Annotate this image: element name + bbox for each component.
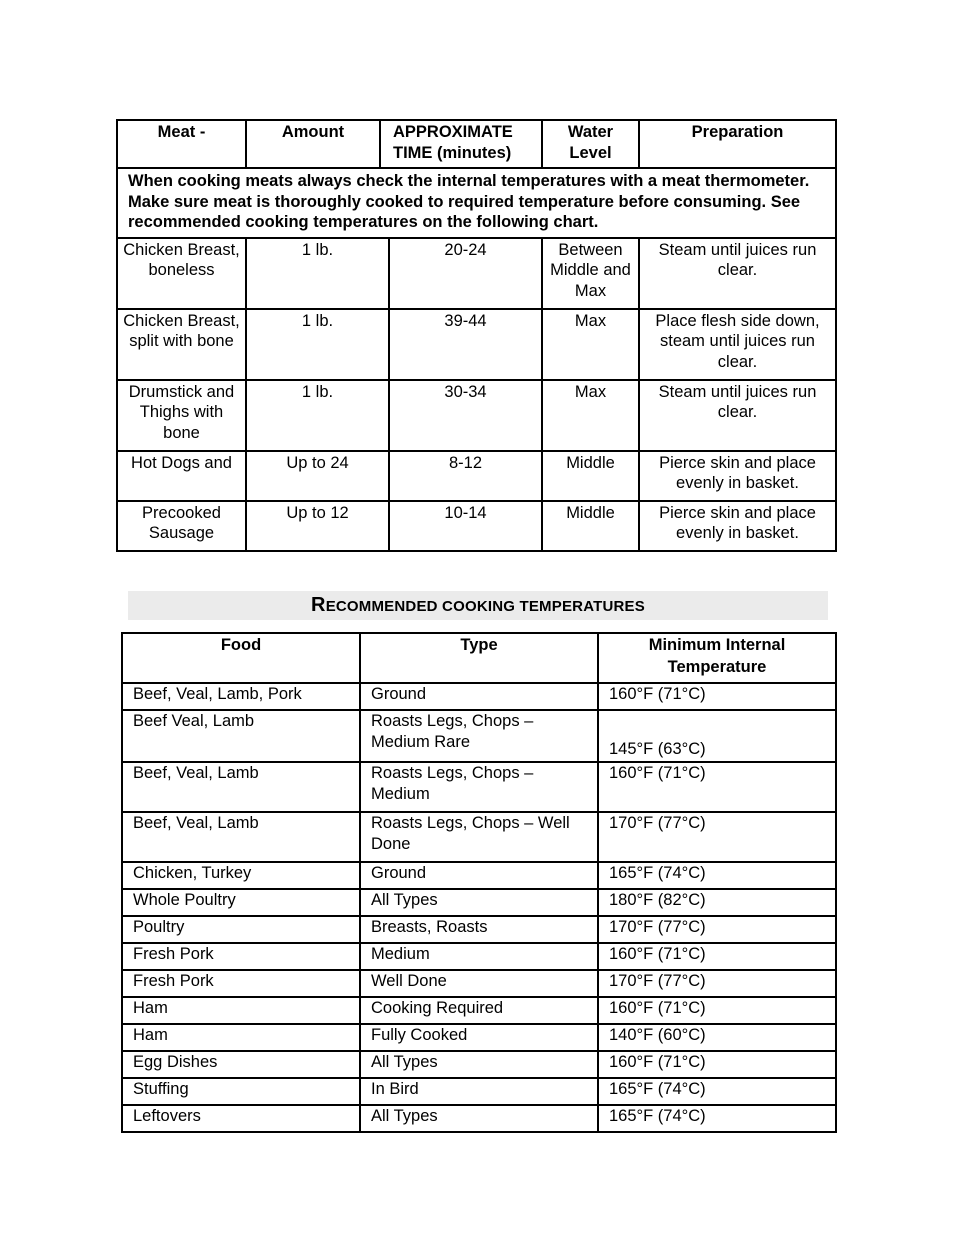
cell-meat: Hot Dogs and <box>117 451 246 501</box>
table-row <box>122 916 836 943</box>
table-row <box>117 238 836 309</box>
cell-time: 30-34 <box>389 380 542 451</box>
cell-type: Roasts Legs, Chops – Well Done <box>360 812 598 862</box>
table-row <box>122 889 836 916</box>
cell-food: Beef, Veal, Lamb <box>122 812 360 862</box>
cell-time: 20-24 <box>389 238 542 309</box>
table-row <box>122 1024 836 1051</box>
header-min-temp: Minimum Internal Temperature <box>598 633 836 683</box>
cell-temp: 165°F (74°C) <box>598 1105 836 1132</box>
header-water-level: Water Level <box>542 120 639 168</box>
cell-food: Whole Poultry <box>122 889 360 916</box>
cell-temp: 180°F (82°C) <box>598 889 836 916</box>
cell-temp: 170°F (77°C) <box>598 916 836 943</box>
table-header-row <box>117 120 836 168</box>
cell-temp: 170°F (77°C) <box>598 970 836 997</box>
cell-preparation: Pierce skin and place evenly in basket. <box>639 501 836 551</box>
table-row <box>117 451 836 501</box>
cell-type: Well Done <box>360 970 598 997</box>
table-row <box>122 1105 836 1132</box>
cell-temp: 145°F (63°C) <box>598 710 836 762</box>
cell-meat: Chicken Breast, boneless <box>117 238 246 309</box>
cell-food: Fresh Pork <box>122 970 360 997</box>
cell-water-level: Between Middle and Max <box>542 238 639 309</box>
table-row <box>122 970 836 997</box>
thermometer-note: When cooking meats always check the internal temperatures with a meat thermometer. Make sure meat is thoroughly cooked to required temperature before consuming. See recommended cooking temperatures on the following chart. <box>117 168 836 238</box>
table-row <box>122 997 836 1024</box>
table-row <box>122 862 836 889</box>
cell-temp: 160°F (71°C) <box>598 997 836 1024</box>
header-preparation: Preparation <box>639 120 836 168</box>
cell-temp: 140°F (60°C) <box>598 1024 836 1051</box>
cooking-temperatures-table <box>121 632 837 1133</box>
cell-type: All Types <box>360 1051 598 1078</box>
cell-type: All Types <box>360 889 598 916</box>
cell-temp: 170°F (77°C) <box>598 812 836 862</box>
cell-type: In Bird <box>360 1078 598 1105</box>
table-row <box>117 501 836 551</box>
cell-temp: 165°F (74°C) <box>598 1078 836 1105</box>
cell-type: Roasts Legs, Chops – Medium Rare <box>360 710 598 762</box>
cell-food: Poultry <box>122 916 360 943</box>
cell-time: 8-12 <box>389 451 542 501</box>
table-row <box>117 380 836 451</box>
table-row <box>122 1051 836 1078</box>
table-row <box>117 309 836 380</box>
cell-water-level: Max <box>542 380 639 451</box>
cell-type: Breasts, Roasts <box>360 916 598 943</box>
cell-type: Ground <box>360 862 598 889</box>
cell-water-level: Max <box>542 309 639 380</box>
cell-type: Fully Cooked <box>360 1024 598 1051</box>
heading-rest: ECOMMENDED COOKING TEMPERATURES <box>325 598 645 615</box>
cell-preparation: Pierce skin and place evenly in basket. <box>639 451 836 501</box>
cell-food: Ham <box>122 1024 360 1051</box>
cell-temp: 165°F (74°C) <box>598 862 836 889</box>
table-header-row <box>122 633 836 683</box>
cell-time: 10-14 <box>389 501 542 551</box>
section-heading <box>128 591 828 620</box>
cell-meat: Precooked Sausage <box>117 501 246 551</box>
cell-food: Beef Veal, Lamb <box>122 710 360 762</box>
cell-preparation: Steam until juices run clear. <box>639 238 836 309</box>
header-amount: Amount <box>246 120 380 168</box>
cell-preparation: Steam until juices run clear. <box>639 380 836 451</box>
table-row <box>122 762 836 812</box>
table-row <box>122 710 836 762</box>
table-row <box>122 943 836 970</box>
cell-type: Medium <box>360 943 598 970</box>
heading-initial: R <box>311 594 326 616</box>
table-row <box>122 1078 836 1105</box>
cell-food: Egg Dishes <box>122 1051 360 1078</box>
table-row <box>122 812 836 862</box>
cell-amount: 1 lb. <box>246 238 389 309</box>
cell-food: Beef, Veal, Lamb <box>122 762 360 812</box>
cell-amount: Up to 12 <box>246 501 389 551</box>
cell-type: Cooking Required <box>360 997 598 1024</box>
cell-type: Ground <box>360 683 598 710</box>
cell-preparation: Place flesh side down, steam until juices run clear. <box>639 309 836 380</box>
header-meat: Meat - <box>117 120 246 168</box>
header-food: Food <box>122 633 360 683</box>
cell-food: Stuffing <box>122 1078 360 1105</box>
cell-meat: Drumstick and Thighs with bone <box>117 380 246 451</box>
table-row <box>122 683 836 710</box>
cell-type: Roasts Legs, Chops – Medium <box>360 762 598 812</box>
cell-type: All Types <box>360 1105 598 1132</box>
cell-temp: 160°F (71°C) <box>598 683 836 710</box>
header-type: Type <box>360 633 598 683</box>
cell-amount: 1 lb. <box>246 380 389 451</box>
cell-food: Fresh Pork <box>122 943 360 970</box>
cell-amount: 1 lb. <box>246 309 389 380</box>
cell-temp: 160°F (71°C) <box>598 943 836 970</box>
cell-temp: 160°F (71°C) <box>598 1051 836 1078</box>
cell-water-level: Middle <box>542 501 639 551</box>
header-time: APPROXIMATE TIME (minutes) <box>380 120 542 168</box>
cell-temp: 160°F (71°C) <box>598 762 836 812</box>
table-note-row <box>117 168 836 238</box>
cell-amount: Up to 24 <box>246 451 389 501</box>
cell-food: Leftovers <box>122 1105 360 1132</box>
cell-meat: Chicken Breast, split with bone <box>117 309 246 380</box>
meat-cooking-table <box>116 119 837 552</box>
cell-food: Chicken, Turkey <box>122 862 360 889</box>
cell-water-level: Middle <box>542 451 639 501</box>
cell-food: Beef, Veal, Lamb, Pork <box>122 683 360 710</box>
cell-food: Ham <box>122 997 360 1024</box>
cell-time: 39-44 <box>389 309 542 380</box>
